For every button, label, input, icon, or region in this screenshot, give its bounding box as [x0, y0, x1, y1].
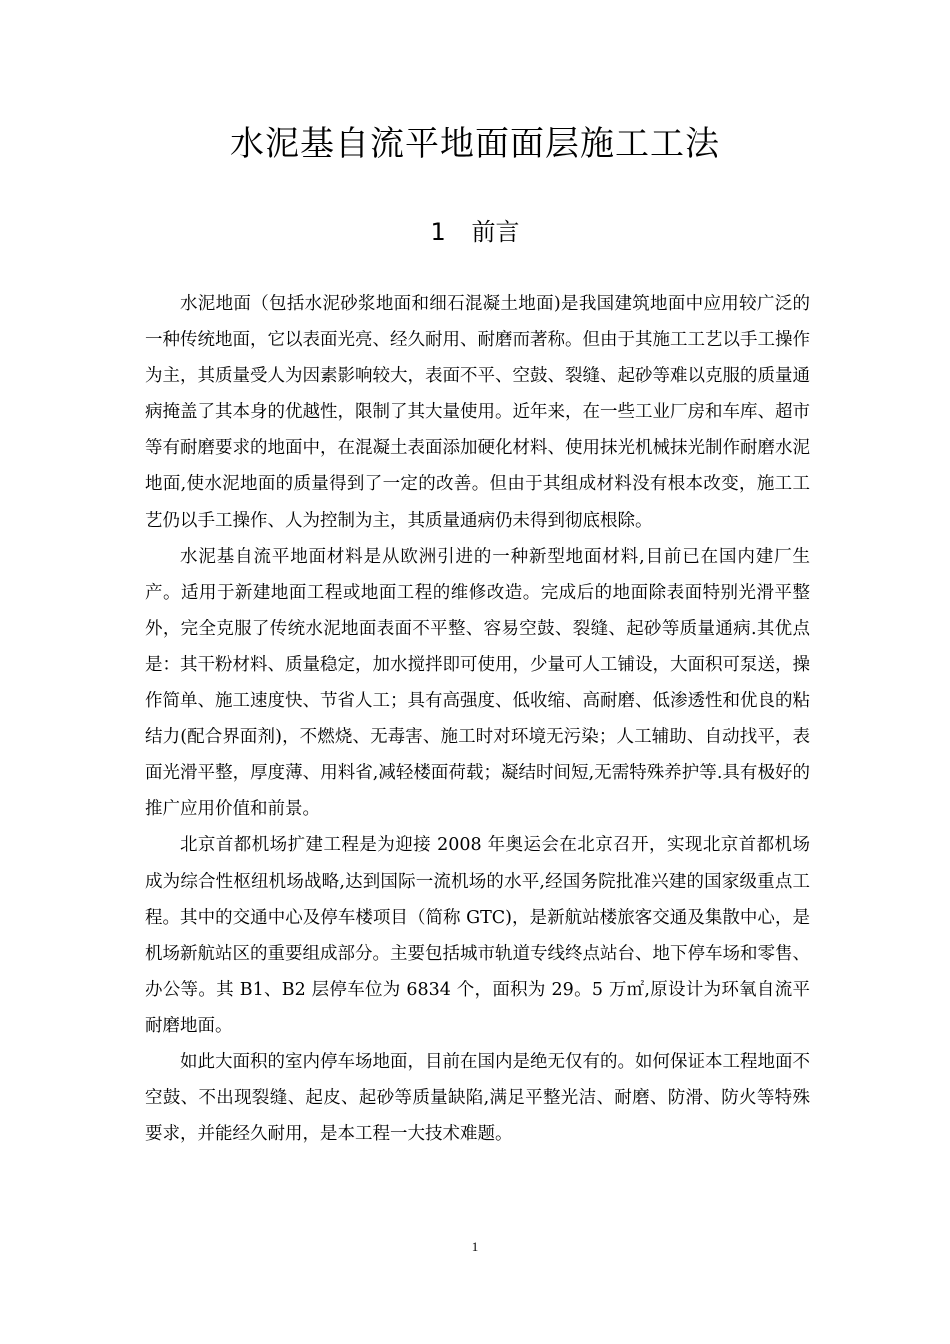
document-title: 水泥基自流平地面面层施工工法 [230, 124, 720, 164]
document-body [145, 286, 810, 1152]
page-number: 1 [471, 1239, 479, 1254]
paragraph: 如此大面积的室内停车场地面，目前在国内是绝无仅有的。如何保证本工程地面不空鼓、不出现裂缝、起皮、起砂等质量缺陷,满足平整光洁、耐磨、防滑、防火等特殊要求，并能经久耐用，是本工程一大技术难题。 [145, 1051, 810, 1145]
paragraph: 水泥地面（包括水泥砂浆地面和细石混凝土地面)是我国建筑地面中应用较广泛的一种传统地面，它以表面光亮、经久耐用、耐磨而著称。但由于其施工工艺以手工操作为主，其质量受人为因素影响较大，表面不平、空鼓、裂缝、起砂等难以克服的质量通病掩盖了其本身的优越性，限制了其大量使用。近年来，在一些工业厂房和车库、超市等有耐磨要求的地面中，在混凝土表面添加硬化材料、使用抹光机械抹光制作耐磨水泥地面,使水泥地面的质量得到了一定的改善。但由于其组成材料没有根本改变，施工工艺仍以手工操作、人为控制为主，其质量通病仍未得到彻底根除。 [145, 294, 810, 531]
paragraph: 水泥基自流平地面材料是从欧洲引进的一种新型地面材料,目前已在国内建厂生产。适用于新建地面工程或地面工程的维修改造。完成后的地面除表面特别光滑平整外，完全克服了传统水泥地面表面不平整、容易空鼓、裂缝、起砂等质量通病.其优点是：其干粉材料、质量稳定，加水搅拌即可使用，少量可人工铺设，大面积可泵送，操作简单、施工速度快、节省人工；具有高强度、低收缩、高耐磨、低渗透性和优良的粘结力(配合界面剂)，不燃烧、无毒害、施工时对环境无污染；人工辅助、自动找平，表面光滑平整，厚度薄、用料省,减轻楼面荷载；凝结时间短,无需特殊养护等.具有极好的推广应用价值和前景。 [145, 546, 810, 820]
section-heading: 1 前言 [430, 218, 520, 246]
paragraph: 北京首都机场扩建工程是为迎接 2008 年奥运会在北京召开，实现北京首都机场成为综合性枢纽机场战略,达到国际一流机场的水平,经国务院批准兴建的国家级重点工程。其中的交通中心及停车楼项目（简称 GTC)，是新航站楼旅客交通及集散中心，是机场新航站区的重要组成部分。主要包括城市轨道专线终点站台、地下停车场和零售、办公等。其 B1、B2 层停车位为 6834 个，面积为 29。5 万㎡,原设计为环氧自流平耐磨地面。 [145, 835, 810, 1036]
